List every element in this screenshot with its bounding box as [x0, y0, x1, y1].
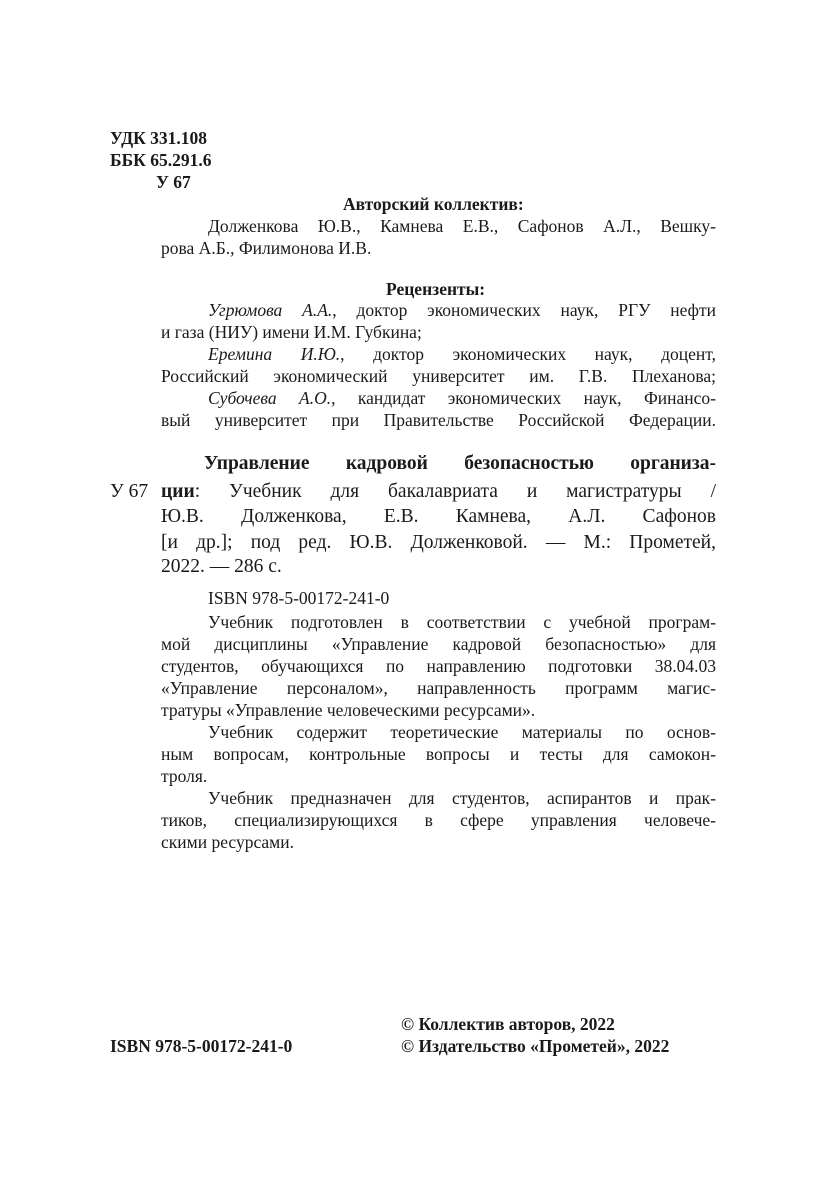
annotation-line: Учебник предназначен для студентов, аспирантов и прак-: [208, 788, 716, 808]
annotation-line: Учебник содержит теоретические материалы по основ-: [208, 722, 716, 742]
reviewer-line: [208, 300, 716, 320]
reviewer-name: Субочева А.О.: [208, 388, 332, 408]
reviewer-affiliation: Российский экономический университет им. Г.В. Плеханова;: [161, 366, 716, 386]
annotation-line: студентов, обучающихся по направлению подготовки 38.04.03: [161, 656, 716, 676]
bib-line: [и др.]; под ред. Ю.В. Долженковой. — М.: Прометей,: [161, 532, 716, 553]
reviewer-affiliation: и газа (НИУ) имени И.М. Губкина;: [161, 322, 422, 342]
bbk-code: ББК 65.291.6: [110, 150, 212, 170]
authors-line: Долженкова Ю.В., Камнева Е.В., Сафонов А.Л., Вешку-: [208, 216, 716, 236]
copyright-authors: © Коллектив авторов, 2022: [401, 1014, 615, 1034]
author-mark: У 67: [156, 172, 191, 192]
reviewer-name: Угрюмова А.А.: [208, 300, 333, 320]
annotation-line: тратуры «Управление человеческими ресурсами».: [161, 700, 536, 720]
reviewer-credentials: , доктор экономических наук, доцент,: [340, 344, 716, 364]
reviewer-line: [208, 388, 716, 408]
annotation-line: тиков, специализирующихся в сфере управления человече-: [161, 810, 716, 830]
book-title-line: Управление кадровой безопасностью организа-: [204, 453, 716, 474]
annotation-line: ным вопросам, контрольные вопросы и тесты для самокон-: [161, 744, 716, 764]
bib-line: 2022. — 286 с.: [161, 556, 282, 577]
reviewers-heading: Рецензенты:: [386, 279, 486, 299]
bib-line: [161, 480, 716, 503]
copyright-publisher: © Издательство «Прометей», 2022: [401, 1036, 670, 1056]
reviewer-line: [208, 344, 716, 364]
authors-heading: Авторский коллектив:: [343, 194, 524, 214]
authors-line: рова А.Б., Филимонова И.В.: [161, 238, 372, 258]
book-subtitle: : Учебник для бакалавриата и магистратуры /: [194, 481, 716, 502]
reviewer-name: Еремина И.Ю.: [208, 344, 341, 364]
reviewer-affiliation: вый университет при Правительстве Российской Федерации.: [161, 410, 716, 430]
annotation-line: мой дисциплины «Управление кадровой безопасностью» для: [161, 634, 716, 654]
annotation-line: троля.: [161, 766, 208, 786]
reviewer-credentials: , доктор экономических наук, РГУ нефти: [332, 300, 716, 320]
annotation-line: Учебник подготовлен в соответствии с учебной програм-: [208, 612, 716, 632]
udk-code: УДК 331.108: [110, 128, 208, 148]
annotation-line: скими ресурсами.: [161, 832, 295, 852]
isbn: ISBN 978-5-00172-241-0: [208, 588, 390, 608]
annotation-line: «Управление персоналом», направленность программ магис-: [161, 678, 716, 698]
bib-author-mark: У 67: [110, 481, 149, 502]
book-title-end: ции: [161, 481, 195, 502]
footer-isbn: ISBN 978-5-00172-241-0: [110, 1036, 293, 1056]
reviewer-credentials: , кандидат экономических наук, Финансо-: [331, 388, 716, 408]
bib-line: Ю.В. Долженкова, Е.В. Камнева, А.Л. Сафонов: [161, 506, 716, 527]
